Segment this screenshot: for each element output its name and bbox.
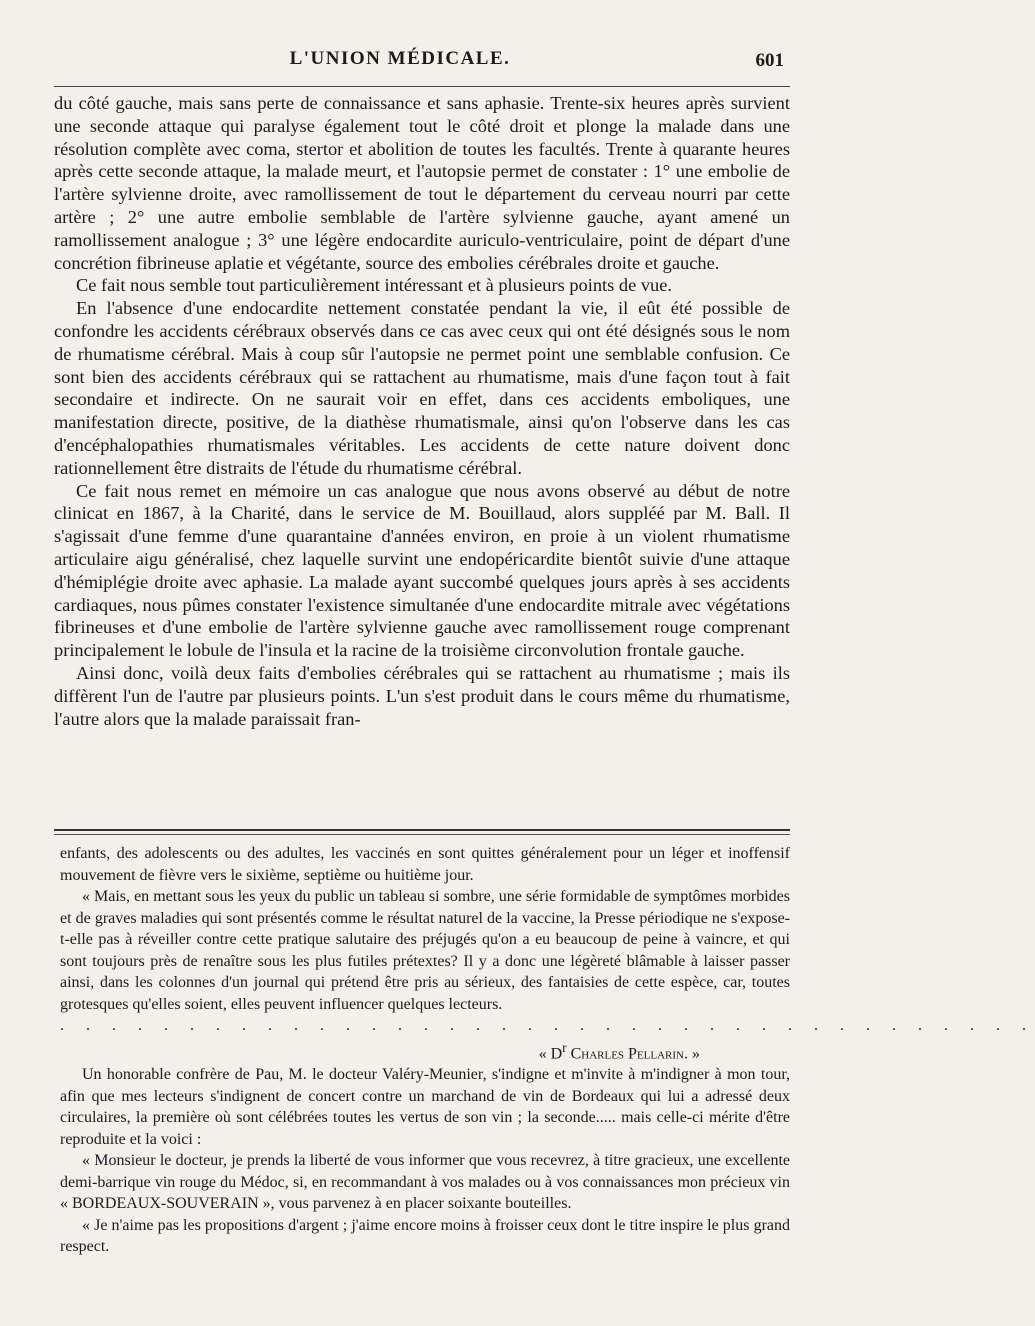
paragraph: En l'absence d'une endocardite nettement constatée pendant la vie, il eût été possible de confondre les accidents cérébraux observés dans ce cas avec ceux qui ont été désignés sous le nom de rhumatisme cérébral. Mais à coup sûr l'autopsie ne permet point une semblable confusion. Ce sont bien des accidents cérébraux qui se rattachent au rhumatisme, mais d'une façon tout à fait secondaire et indirecte. On ne saurait voir en effet, dans ces accidents emboliques, une manifestation directe, positive, de la diathèse rhumatismale, ainsi qu'on l'observe dans les cas d'encéphalopathies rhumatismales véritables. Les accidents de cette nature doivent donc rationnellement être distraits de l'étude du rhumatisme cérébral. [54, 298, 790, 478]
journal-title: L'UNION MÉDICALE. [289, 48, 511, 69]
paragraph: Ce fait nous semble tout particulièrement intéressant et à plusieurs points de vue. [76, 275, 673, 296]
note-paragraph: Un honorable confrère de Pau, M. le docteur Valéry-Meunier, s'indigne et m'invite à m'indigner à mon tour, afin que mes lecteurs s'indignent de concert contre un marchand de vin de Bordeaux qui lui a adressé deux circulaires, la première où sont célébrées toutes les vertus de son vin ; la seconde..... mais celle-ci mérite d'être reproduite et la voici : [60, 1066, 790, 1148]
header-rule [54, 86, 790, 87]
main-text [54, 92, 790, 730]
note-paragraph: enfants, des adolescents ou des adultes, les vaccinés en sont quittes généralement pour un léger et inoffensif mouvement de fièvre vers le sixième, septième ou huitième jour. [60, 845, 790, 884]
note-paragraph: « Je n'aime pas les propositions d'argent ; j'aime encore moins à froisser ceux dont le titre inspire le plus grand respect. [60, 1216, 790, 1256]
footnote-separator-thick [54, 829, 790, 831]
footnote-separator-thin [54, 834, 790, 835]
feuilleton-text [60, 843, 1035, 1258]
signature-name: Charles Pellarin. » [570, 1044, 700, 1062]
note-paragraph: « Monsieur le docteur, je prends la liberté de vous informer que vous recevrez, à titre gracieux, une excellente demi-barrique vin rouge du Médoc, si, en recommandant à vos malades ou à vos connaissances mon précieux vin « BORDEAUX-SOUVERAIN », vous parvenez à en placer soixante bouteilles. [60, 1152, 790, 1213]
running-header [0, 46, 800, 76]
paragraph: Ce fait nous remet en mémoire un cas analogue que nous avons observé au début de notre clinicat en 1867, à la Charité, dans le service de M. Bouillaud, alors suppléé par M. Ball. Il s'agissait d'une femme d'une quarantaine d'années environ, en proie à un violent rhumatisme articulaire aigu généralisé, chez laquelle survint une endopéricardite bientôt suivie d'une attaque d'hémiplégie droite avec aphasie. La malade ayant succombé quelques jours après à ses accidents cardiaques, nous pûmes constater l'existence simultanée d'une endocardite mitrale avec végétations fibrineuses et d'une embolie de l'artère sylvienne gauche avec ramollissement rouge comprenant principalement le lobule de l'insula et la racine de la troisième circonvolution frontale gauche. [54, 480, 790, 661]
paragraph: du côté gauche, mais sans perte de connaissance et sans aphasie. Trente-six heures après survient une seconde attaque qui paralyse également tout le côté droit et plonge la malade dans une résolution complète avec coma, stertor et abolition de toutes les facultés. Trente à quarante heures après cette seconde attaque, la malade meurt, et l'autopsie permet de constater : 1° une embolie de l'artère sylvienne droite, avec ramollissement de tout le département du cerveau nourri par cette artère ; 2° une autre embolie semblable de l'artère sylvienne gauche, ayant amené un ramollissement analogue ; 3° une légère endocardite auriculo-ventriculaire, point de départ d'une concrétion fibrineuse aplatie et végétante, source des embolies cérébrales droite et gauche. [54, 93, 790, 273]
paragraph: Ainsi donc, voilà deux faits d'embolies cérébrales qui se rattachent au rhumatisme ; mais ils diffèrent l'un de l'autre par plusieurs points. L'un s'est produit dans le cours même du rhumatisme, l'autre alors que la malade paraissait fran- [54, 662, 790, 729]
signature [60, 1037, 790, 1065]
note-paragraph: « Mais, en mettant sous les yeux du public un tableau si sombre, une série formidable de symptômes morbides et de graves maladies qui sont présentés comme le résultat naturel de la vaccine, la Presse périodique ne s'expose-t-elle pas à réveiller contre cette pratique salutaire des préjugés qu'on a eu beaucoup de peine à vaincre, et qui sont toujours près de renaître sous les plus futiles prétextes? Il y a donc une légèreté blâmable à laisser passer ainsi, dans les colonnes d'un journal qui prétend être pris au sérieux, des fantaisies de cette espèce, car, toutes grotesques qu'elles soient, elles peuvent influencer quelques lecteurs. [60, 888, 790, 1013]
signature-superscript: r [562, 1039, 567, 1055]
ellipsis-row: . . . . . . . . . . . . . . . . . . . . . . . . . . . . . . . . . . . . . . [60, 1017, 1035, 1034]
signature-prefix: « D [538, 1044, 563, 1062]
page-number: 601 [755, 50, 784, 71]
